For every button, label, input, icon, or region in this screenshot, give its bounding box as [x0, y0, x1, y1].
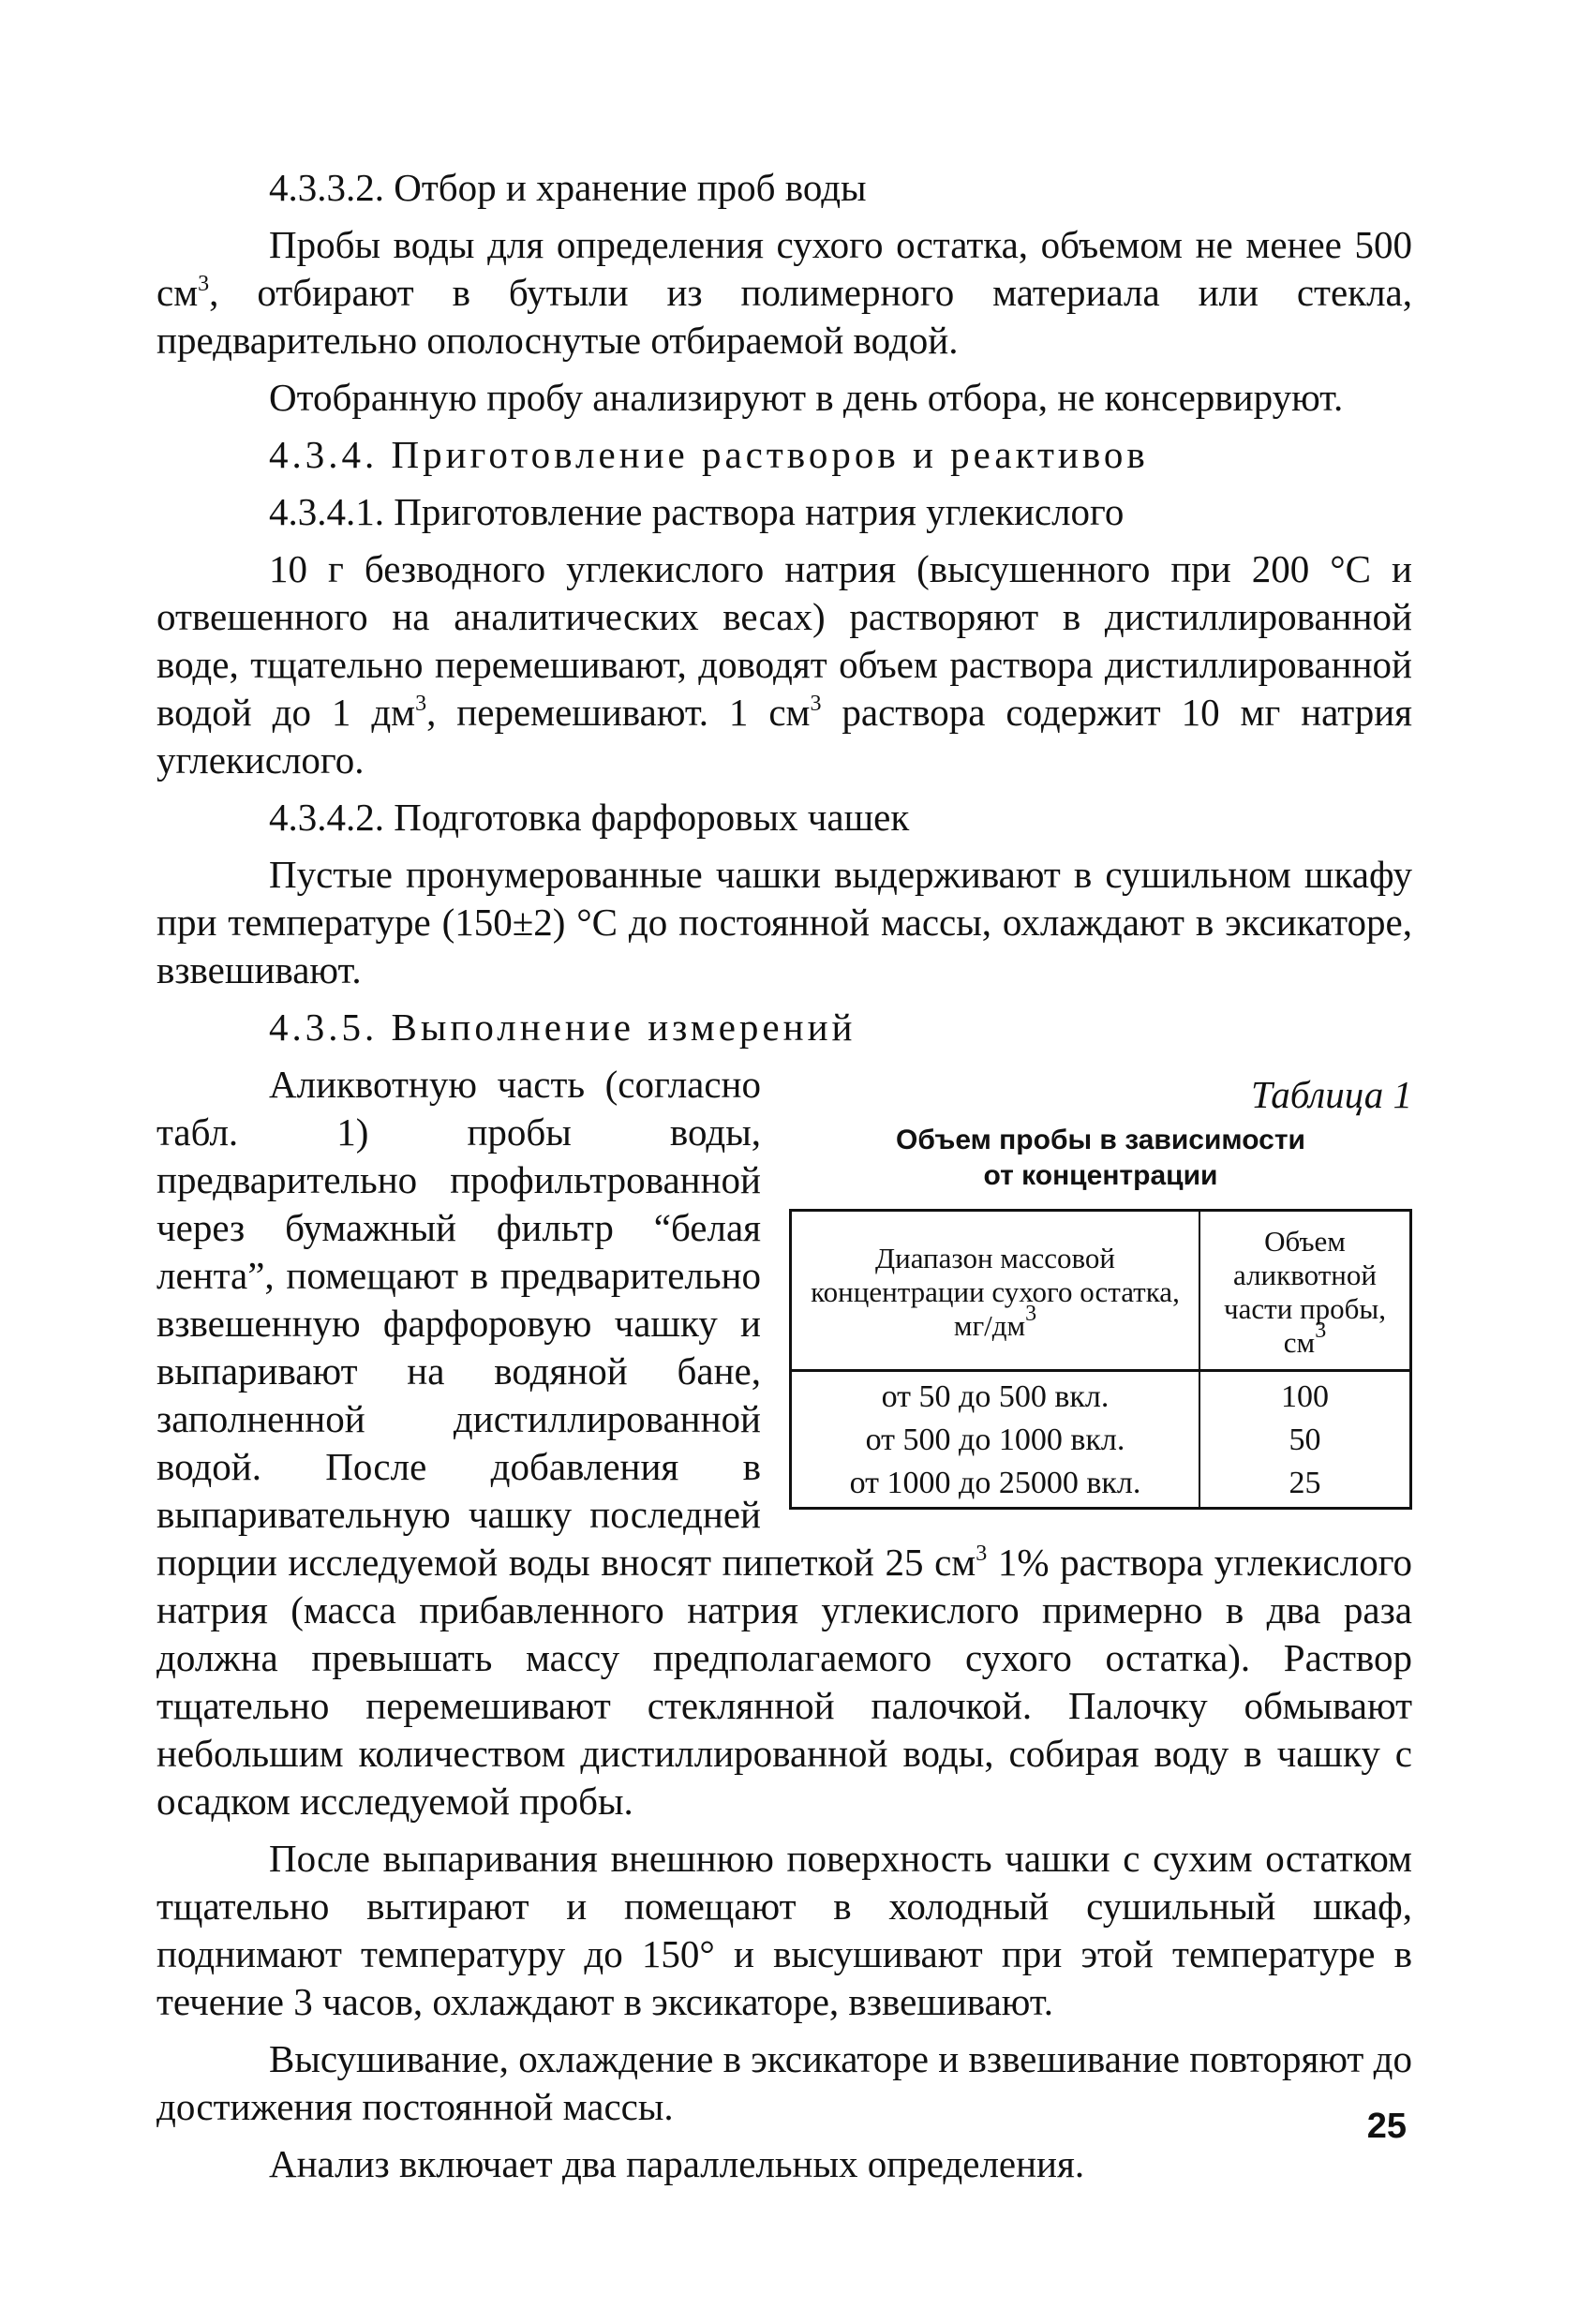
paragraph-sodium-carbonate: 10 г безводного углекислого натрия (высушенного при 200 °С и отвешенного на аналитических весах) растворяют в дистиллированной воде, тщательно перемешивают, доводят объем раствора дистиллированной водой до 1 $дм^3$, перемешивают. 1 $см^3$ раствора содержит 10 мг натрия углекислого. [156, 547, 1412, 782]
heading-solutions: 4.3.4. Приготовление растворов и реактивов [269, 433, 1149, 476]
table-cell-volume: 50 [1199, 1419, 1411, 1462]
table-block [789, 1072, 1412, 1510]
heading-sampling: 4.3.3.2. Отбор и хранение проб воды [269, 166, 867, 209]
table-header-row [791, 1211, 1411, 1371]
table-cell-volume: 25 [1199, 1462, 1411, 1509]
paragraph-sampling: Пробы воды для определения сухого остатка, объемом не менее 500 $см^3$, отбирают в бутыли из полимерного материала или стекла, предварительно ополоснутые отбираемой водой. [156, 223, 1412, 362]
table-row [791, 1462, 1411, 1509]
table-row [791, 1371, 1411, 1420]
table-cell-range: от 1000 до 25000 вкл. [791, 1462, 1200, 1509]
document-page [156, 164, 1412, 2188]
table-cell-volume: 100 [1199, 1371, 1411, 1420]
paragraph-cups: Пустые пронумерованные чашки выдерживают в сушильном шкафу при температуре (150±2) °С до постоянной массы, охлаждают в эксикаторе, взвешивают. [156, 853, 1412, 991]
table-row [791, 1419, 1411, 1462]
table-header-volume: Объем аликвотной части пробы, $см^3$ [1199, 1211, 1411, 1371]
page-number: 25 [1366, 2107, 1407, 2146]
paragraph-analysis-day: Отобранную пробу анализируют в день отбора, не консервируют. [269, 376, 1344, 419]
table-cell-range: от 50 до 500 вкл. [791, 1371, 1200, 1420]
volume-table [789, 1209, 1412, 1510]
heading-cups: 4.3.4.2. Подготовка фарфоровых чашек [269, 796, 910, 839]
heading-sodium-carbonate: 4.3.4.1. Приготовление раствора натрия углекислого [269, 490, 1125, 533]
heading-measurements: 4.3.5. Выполнение измерений [269, 1006, 857, 1049]
paragraph-repeat: Высушивание, охлаждение в эксикаторе и взвешивание повторяют до достижения постоянной массы. [156, 2037, 1412, 2128]
table-header-range: Диапазон массовой концентрации сухого остатка, $мг/дм^3$ [791, 1211, 1200, 1371]
table-cell-range: от 500 до 1000 вкл. [791, 1419, 1200, 1462]
paragraph-drying: После выпаривания внешнюю поверхность чашки с сухим остатком тщательно вытирают и помещают в холодный сушильный шкаф, поднимают температуру до 150° и высушивают при этой температуре в течение 3 часов, охлаждают в эксикаторе, взвешивают. [156, 1837, 1412, 2023]
table-caption: Таблица 1 [1250, 1073, 1412, 1116]
table-title: Объем пробы в зависимости от концентрации [896, 1125, 1305, 1191]
paragraph-measurement-procedure: Аликвотную часть (согласно табл. 1) пробы воды, предварительно профильтрованной через бумажный фильтр “белая лента”, помещают в предварительно взвешенную фарфоровую чашку и выпаривают на водяной бане, заполненной дистиллированной водой. После добавления в выпаривательную чашку последней порции исследуемой воды вносят пипеткой 25 $см^3$ 1% раствора углекислого натрия (масса прибавленного натрия углекислого примерно в два раза должна превышать массу предполагаемого сухого остатка). Раствор тщательно перемешивают стеклянной палочкой. Палочку обмывают небольшим количеством дистиллированной воды, собирая воду в чашку с осадком исследуемой пробы. [156, 1063, 1413, 1823]
paragraph-parallel: Анализ включает два параллельных определения. [269, 2142, 1085, 2185]
